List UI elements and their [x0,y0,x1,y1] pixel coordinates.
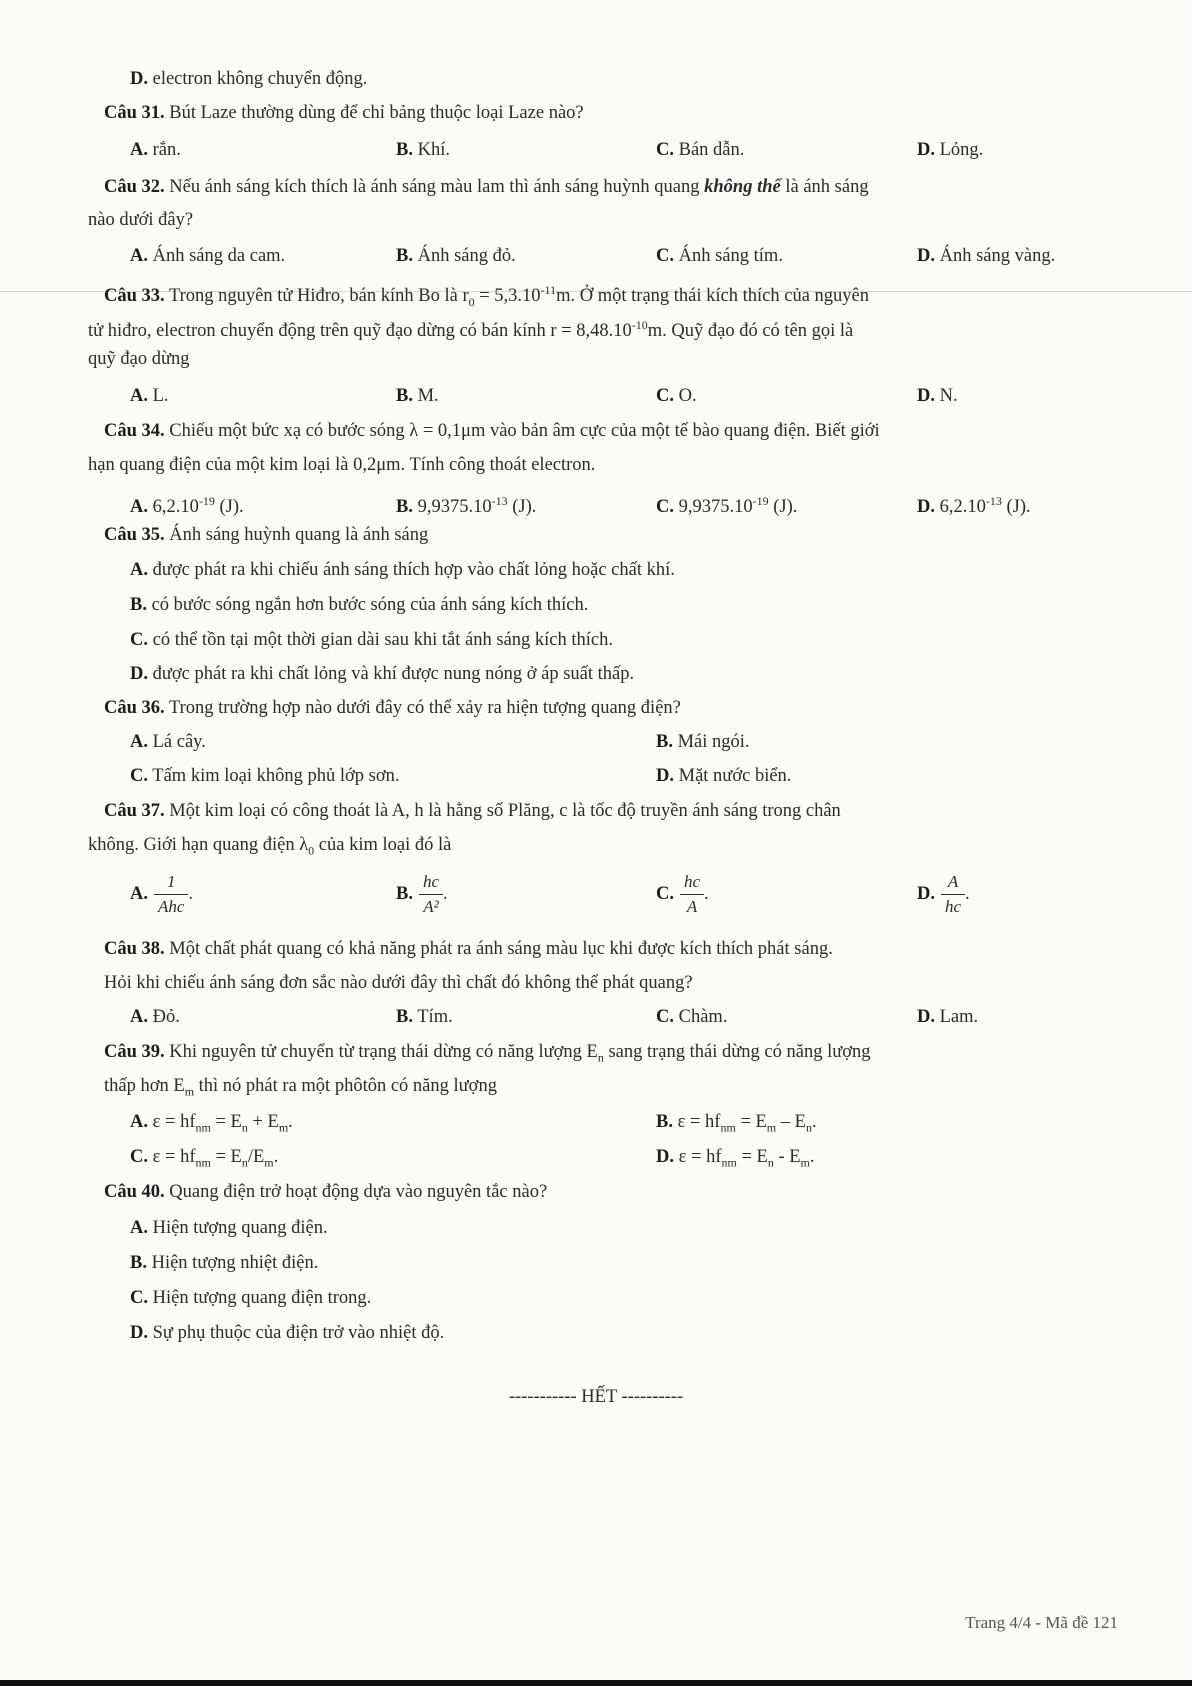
question-36: Câu 36. Trong trường hợp nào dưới đây có thể xảy ra hiện tượng quang điện? [104,698,681,718]
q34-option-c: C. $9,9375.10^{-19}$ (J). [656,494,798,518]
q39-option-c: C. $\varepsilon = hf_{nm} = E_n/E_m$. [130,1147,279,1170]
q36-option-d: D. Mặt nước biển. [656,766,792,786]
q31-option-d: D. Lỏng. [917,140,984,160]
q36-option-c: C. Tấm kim loại không phủ lớp sơn. [130,766,400,786]
question-34: Câu 34. Chiếu một bức xạ có bước sóng λ = 0,1μm vào bản âm cực của một tế bào quang điện. Biết giới [104,421,880,441]
fraction: $\frac{1}{\text{Ahc}}$ [154,870,188,919]
q39-option-b: B. $\varepsilon = hf_{nm} = E_m - E_n$. [656,1112,817,1135]
question-32-line2: nào dưới đây? [88,210,194,230]
q33-option-c: C. O. [656,386,697,406]
question-34-line2: hạn quang điện của một kim loại là 0,2μm. Tính công thoát electron. [88,455,596,475]
q33-option-b: B. M. [396,386,439,406]
q31-option-a: A. rắn. [130,140,181,160]
question-35: Câu 35. Ánh sáng huỳnh quang là ánh sáng [104,525,429,545]
q40-option-b: B. Hiện tượng nhiệt điện. [130,1253,319,1273]
q36-option-a: A. Lá cây. [130,732,206,752]
question-32: Câu 32. Nếu ánh sáng kích thích là ánh sáng màu lam thì ánh sáng huỳnh quang không thể là ánh sáng [104,177,869,197]
question-37-line2: không. Giới hạn quang điện $\lambda_0$ của kim loại đó là [88,835,452,858]
bottom-border [0,1680,1192,1686]
q33-option-d: D. N. [917,386,958,406]
question-40: Câu 40. Quang điện trở hoạt động dựa vào nguyên tắc nào? [104,1182,548,1202]
q35-option-c: C. có thể tồn tại một thời gian dài sau khi tắt ánh sáng kích thích. [130,630,613,650]
q34-option-b: B. $9,9375.10^{-13}$ (J). [396,494,537,518]
question-39: Câu 39. Khi nguyên tử chuyển từ trạng thái dừng có năng lượng $E_n$ sang trạng thái dừng có năng lượng [104,1042,871,1065]
page-footer: Trang 4/4 - Mã đề 121 [965,1613,1118,1632]
q33-option-a: A. L. [130,386,169,406]
q37-option-d: D. $\frac{A}{hc}$ . [917,870,970,919]
q38-option-a: A. Đỏ. [130,1007,180,1027]
q39-option-a: A. $\varepsilon = hf_{nm} = E_n + E_m$. [130,1112,293,1135]
q34-option-d: D. $6,2.10^{-13}$ (J). [917,494,1031,518]
q37-option-a: A. $\frac{1}{\text{Ahc}}$ . [130,870,193,919]
fraction: $\frac{hc}{\text{A²}}$ [419,870,443,919]
q35-option-b: B. có bước sóng ngắn hơn bước sóng của ánh sáng kích thích. [130,595,589,615]
q31-option-c: C. Bán dẫn. [656,140,745,160]
prev-option-d: D. electron không chuyển động. [130,69,368,89]
q38-option-d: D. Lam. [917,1007,979,1027]
q39-option-d: D. $\varepsilon = hf_{nm} = E_n - E_m$. [656,1147,815,1170]
q35-option-a: A. được phát ra khi chiếu ánh sáng thích hợp vào chất lỏng hoặc chất khí. [130,560,675,580]
q36-option-b: B. Mái ngói. [656,732,750,752]
q37-option-c: C. $\frac{hc}{A}$ . [656,870,709,919]
q38-option-b: B. Tím. [396,1007,453,1027]
q40-option-d: D. Sự phụ thuộc của điện trở vào nhiệt độ. [130,1323,445,1343]
question-37: Câu 37. Một kim loại có công thoát là A, h là hằng số Plăng, c là tốc độ truyền ánh sáng trong chân [104,801,841,821]
q32-option-a: A. Ánh sáng da cam. [130,246,286,266]
question-38: Câu 38. Một chất phát quang có khả năng phát ra ánh sáng màu lục khi được kích thích phát sáng. [104,939,833,959]
q38-option-c: C. Chàm. [656,1007,728,1027]
fraction: $\frac{hc}{A}$ [680,870,704,919]
q40-option-a: A. Hiện tượng quang điện. [130,1218,328,1238]
q37-option-b: B. $\frac{hc}{\text{A²}}$ . [396,870,448,919]
q32-option-d: D. Ánh sáng vàng. [917,246,1056,266]
q32-option-c: C. Ánh sáng tím. [656,246,783,266]
q35-option-d: D. được phát ra khi chất lỏng và khí được nung nóng ở áp suất thấp. [130,664,635,684]
q32-option-b: B. Ánh sáng đỏ. [396,246,516,266]
question-38-line2: Hỏi khi chiếu ánh sáng đơn sắc nào dưới đây thì chất đó không thể phát quang? [104,973,693,993]
question-33: Câu 33. Trong nguyên tử Hiđro, bán kính Bo là $r_0 = 5,3.10^{-11}m$. Ở một trạng thái kích thích của nguyên [104,283,870,309]
fraction: $\frac{A}{hc}$ [941,870,965,919]
q34-option-a: A. $6,2.10^{-19}$ (J). [130,494,244,518]
question-33-line2: tử hiđro, electron chuyển động trên quỹ đạo dừng có bán kính $r = 8,48.10^{-10}m$. Quỹ đạo đó có tên gọi là [88,318,854,342]
question-33-line3: quỹ đạo dừng [88,349,190,369]
q31-option-b: B. Khí. [396,140,450,160]
question-31: Câu 31. Bút Laze thường dùng để chỉ bảng thuộc loại Laze nào? [104,103,584,123]
end-marker: ----------- HẾT ---------- [508,1387,684,1407]
question-39-line2: thấp hơn $E_m$ thì nó phát ra một phôtôn có năng lượng [104,1076,497,1099]
q40-option-c: C. Hiện tượng quang điện trong. [130,1288,372,1308]
